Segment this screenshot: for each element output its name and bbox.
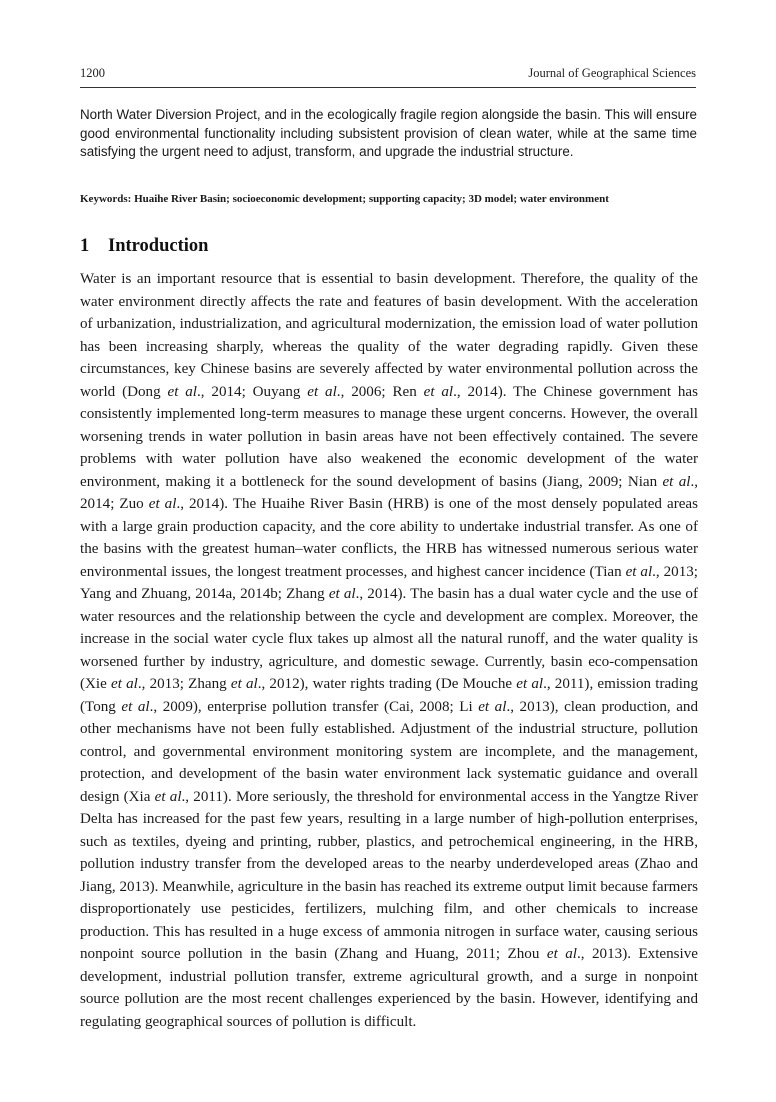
intro-text: ., 2011). More seriously, the threshold for environmental access in the Yangtze River Delta has increased for the past few years, resulting in a large number of high-pollution enterprises, such as textiles, dyeing and printing, rubber, plastics, and petrochemical engineering, in the HRB, pollution industry transfer from the developed areas to the nearby underdeveloped areas (Zhao and Jiang, 2013). Meanwhile, agriculture in the basin has reached its extreme output limit because farmers disproportionately use pesticides, fertilizers, mulching film, and other chemicals to increase production. This has resulted in a huge excess of ammonia nitrogen in surface water, causing serious nonpoint source pollution in the basin (Zhang and Huang, 2011; Zhou [80,788,698,962]
intro-italic: et al [121,698,150,715]
intro-italic: et al [546,946,577,962]
page-number: 1200 [80,66,105,80]
intro-text: ., 2013; Yang and Zhuang, 2014a, 2014b; Zhang [80,563,698,602]
intro-italic: et al [516,676,544,692]
introduction-paragraph [80,268,698,1033]
intro-italic: et al [230,676,258,692]
abstract-continuation: North Water Diversion Project, and in the ecologically fragile region alongside the basin. This will ensure good environmental functionality including subsistent provision of clean water, while at the same time satisfying the urgent need to adjust, transform, and upgrade the industrial structure. [80,107,697,160]
running-header [80,66,696,86]
header-rule [80,87,696,88]
intro-italic: et al [662,473,691,490]
intro-italic: et al [328,586,356,602]
intro-text: ., 2009), enterprise pollution transfer (Cai, 2008; Li [149,698,479,715]
intro-italic: et al [423,383,454,400]
section-number: 1 [80,236,90,256]
intro-italic: et al [111,676,138,692]
journal-name: Journal of Geographical Sciences [528,66,696,80]
intro-italic: et al [625,563,653,580]
intro-text: Water is an important resource that is essential to basin development. Therefore, the quality of the water environment directly affects the rate and features of basin development. With the acceleration of urbanization, industrialization, and agricultural modernization, the emission load of water pollution has been increasing sharply, whereas the quality of the water degrading rapidly. Given these circumstances, key Chinese basins are severely affected by water environmental pollution across the world (Dong [80,271,698,400]
intro-text: ., 2012), water rights trading (De Mouche [257,676,517,692]
intro-text: ., 2014; Ouyang [197,383,308,400]
intro-text: ., 2014). The Chinese government has consistently implemented long-term measures to manage these urgent concerns. However, the overall worsening trends in water pollution in basin areas have not been effectively contained. The severe problems with water pollution have also weakened the economic development of the water environment, making it a bottleneck for the sound development of basins (Jiang, 2009; Nian [80,383,698,490]
intro-italic: et al [154,788,182,805]
section-heading [80,236,208,257]
intro-text: ., 2014). The Huaihe River Basin (HRB) is one of the most densely populated areas with a large grain production capacity, and the core ability to undertake industrial transfer. As one of the basins with the greatest human–water conflicts, the HRB has witnessed numerous serious water environmental issues, the longest treatment processes, and highest cancer incidence (Tian [80,496,698,580]
intro-italic: et al [307,383,337,400]
intro-text: ., 2006; Ren [336,383,424,400]
intro-text: ., 2014). The basin has a dual water cycle and the use of water resources and the relationship between the cycle and development are complex. Moreover, the increase in the social water cycle flux takes up almost all the natural runoff, and the water quality is worsened further by industry, agriculture, and domestic sewage. Currently, basin eco-compensation (Xie [80,586,698,692]
intro-italic: et al [478,698,507,715]
intro-text: ., 2014; Zuo [80,473,698,512]
intro-text: ., 2013), clean production, and other mechanisms have not been fully established. Adjustment of the industrial structure, pollution control, and governmental environment monitoring system are incomplete, and the management, protection, and development of the basin water environment lack systematic guidance and overall design (Xia [80,698,698,805]
intro-text: ., 2013). Extensive development, industrial pollution transfer, extreme agricultural growth, and a surge in nonpoint source pollution are the most recent challenges experienced by the basin. However, identifying and regulating geographical sources of pollution is difficult. [80,946,698,1030]
intro-italic: et al [148,496,177,512]
intro-text: ., 2011), emission trading (Tong [80,676,699,715]
section-title: Introduction [108,236,209,256]
intro-italic: et al [167,383,197,400]
keywords: Keywords: Huaihe River Basin; socioeconomic development; supporting capacity; 3D model; water environment [80,193,609,205]
intro-text: ., 2013; Zhang [137,676,231,692]
